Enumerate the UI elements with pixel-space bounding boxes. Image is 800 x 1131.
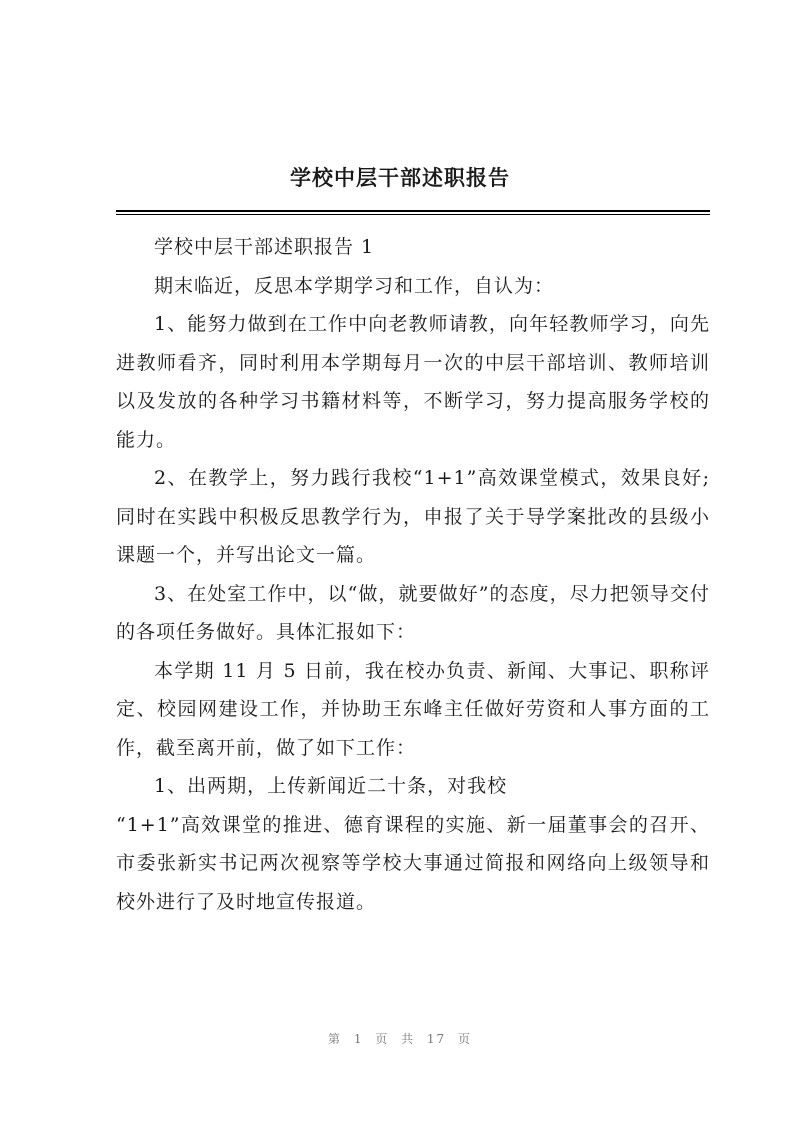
paragraph: 本学期 11 月 5 日前，我在校办负责、新闻、大事记、职称评定、校园网建设工作，并协助王东峰主任做好劳资和人事方面的工作，截至离开前，做了如下工作：	[116, 659, 710, 759]
paragraph-heading: 学校中层干部述职报告 1	[154, 236, 375, 258]
paragraph: 期末临近，反思本学期学习和工作，自认为：	[154, 274, 555, 297]
title-divider-thick	[116, 210, 710, 212]
page-number-footer: 第 1 页 共 17 页	[328, 1032, 472, 1046]
paragraph: “1+1”高效课堂的推进、德育课程的实施、新一届董事会的召开、市委张新实书记两次视察等学校大事通过简报和网络向上级领导和校外进行了及时地宣传报道。	[116, 813, 710, 913]
paragraph: 1、出两期，上传新闻近二十条，对我校	[154, 775, 508, 797]
paragraph: 3、在处室工作中，以“做，就要做好”的态度，尽力把领导交付的各项任务做好。具体汇报如下：	[116, 582, 710, 643]
document-title: 学校中层干部述职报告	[290, 165, 510, 190]
title-divider-thin	[116, 214, 710, 215]
document-body	[116, 228, 710, 921]
paragraph: 1、能努力做到在工作中向老教师请教，向年轻教师学习，向先进教师看齐，同时利用本学期每月一次的中层干部培训、教师培训以及发放的各种学习书籍材料等，不断学习，努力提高服务学校的能力。	[116, 313, 710, 451]
paragraph: 2、在教学上，努力践行我校“1+1”高效课堂模式，效果良好;同时在实践中积极反思教学行为，申报了关于导学案批改的县级小课题一个，并写出论文一篇。	[116, 467, 710, 566]
